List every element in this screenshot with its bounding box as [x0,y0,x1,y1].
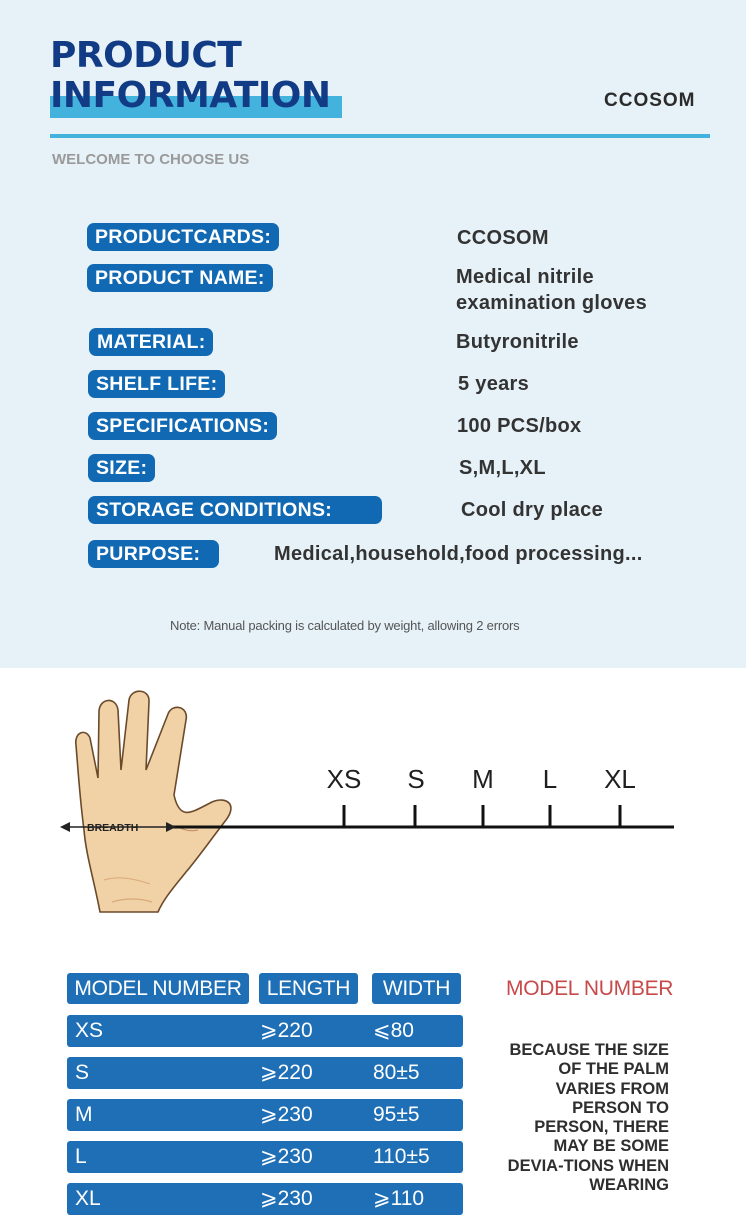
table-row [67,1141,463,1173]
size-tick-m [472,764,494,827]
value-productcards: CCOSOM [457,227,549,249]
hand-breadth-diagram [0,680,750,920]
size-label-xl: XL [604,764,636,794]
cell-model: XL [75,1187,101,1210]
cell-width: 95±5 [373,1103,420,1126]
cell-length: ⩾230 [260,1145,313,1168]
value-material: Butyronitrile [456,331,579,353]
table-row [67,1057,463,1089]
cell-length: ⩾230 [260,1187,313,1210]
size-label-xs: XS [326,764,362,794]
header-model-number: MODEL NUMBER [67,973,249,1004]
size-deviation-note: BECAUSE THE SIZE OF THE PALM VARIES FROM PERSON TO PERSON, THERE MAY BE SOME DEVIA-TIONS WHEN WEARING [507,1041,669,1195]
value-size: S,M,L,XL [459,457,546,479]
model-number-heading: MODEL NUMBER [506,977,674,1000]
label-productcards: PRODUCTCARDS: [87,223,279,251]
label-material: MATERIAL: [89,328,213,356]
label-shelf-life: SHELF LIFE: [88,370,225,398]
value-product-name-1: Medical nitrile [456,266,594,288]
value-specifications: 100 PCS/box [457,415,582,437]
cell-model: S [75,1061,90,1084]
cell-length: ⩾220 [260,1061,313,1084]
label-storage-conditions: STORAGE CONDITIONS: [88,496,382,524]
title-line-2: INFORMATION [50,75,331,116]
cell-model: M [75,1103,93,1126]
label-specifications: SPECIFICATIONS: [88,412,277,440]
value-purpose: Medical,household,food processing... [274,543,643,565]
packing-note: Note: Manual packing is calculated by weight, allowing 2 errors [170,618,520,633]
value-product-name-2: examination gloves [456,292,648,314]
value-storage-conditions: Cool dry place [461,499,604,521]
size-label-s: S [407,764,425,794]
title-line-1: PRODUCT [50,35,242,76]
label-size: SIZE: [88,454,155,482]
table-row [67,1183,463,1215]
cell-length: ⩾230 [260,1103,313,1126]
breadth-label: BREADTH [87,822,139,834]
header-length: LENGTH [259,973,358,1004]
table-row [67,1099,463,1131]
cell-model: XS [75,1019,104,1042]
edge-strip [746,155,750,185]
cell-width: ⩽80 [373,1019,414,1042]
header-width: WIDTH [372,973,461,1004]
cell-width: 110±5 [373,1145,430,1168]
table-row [67,1015,463,1047]
size-tick-l [543,764,557,827]
welcome-text: WELCOME TO CHOOSE US [52,151,250,168]
brand-name: CCOSOM [604,90,696,111]
cell-width: ⩾110 [373,1187,425,1210]
size-tick-xs [327,764,362,827]
size-tick-s [407,764,424,827]
hand-illustration [76,691,231,912]
label-product-name: PRODUCT NAME: [87,264,273,292]
size-label-l: L [542,764,558,794]
cell-length: ⩾220 [260,1019,313,1042]
label-purpose: PURPOSE: [88,540,219,568]
value-shelf-life: 5 years [458,373,530,395]
size-label-m: M [472,764,494,794]
cell-model: L [75,1145,87,1168]
header-divider [50,134,710,138]
size-tick-xl [604,764,636,827]
cell-width: 80±5 [373,1061,420,1084]
